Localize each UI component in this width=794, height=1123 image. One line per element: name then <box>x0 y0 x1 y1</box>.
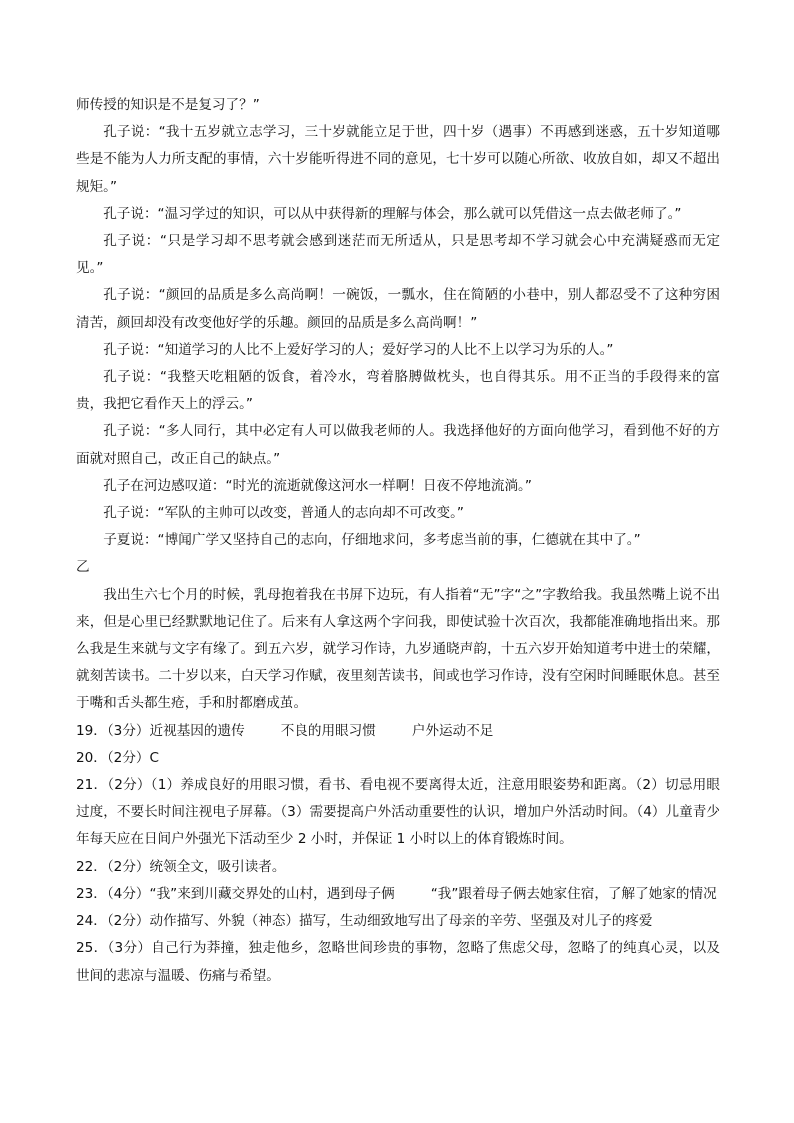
answer-23-prefix: 23．（4分） <box>76 885 150 902</box>
answer-23-part-1: “我”来到川藏交界处的山村，遇到母子俩 <box>149 885 395 902</box>
answer-23 <box>76 881 720 908</box>
paragraph-confucius-8: 孔子在河边感叹道：“时光的流逝就像这河水一样啊！日夜不停地流淌。” <box>103 477 532 494</box>
answer-21: 21．（2分）（1）养成良好的用眼习惯，看书、看电视不要离得太近，注意用眼姿势和距离。（2）切忌用眼过度，不要长时间注视电子屏幕。（3）需要提高户外活动重要性的认识，增加户外活动时间。（4）儿童青少年每天应在日间户外强光下活动至少 2 小时，并保证 1 小时以上的体育锻炼时间。 <box>76 777 720 848</box>
answer-20: 20．（2分）C <box>76 749 160 766</box>
answer-19-prefix: 19．（3分） <box>76 722 150 739</box>
paragraph-confucius-4: 孔子说：“颜回的品质是多么高尚啊！一碗饭，一瓢水，住在简陋的小巷中，别人都忍受不了这种穷困清苦，颜回却没有改变他好学的乐趣。颜回的品质是多么高尚啊！” <box>76 287 720 331</box>
paragraph-zixia: 子夏说：“博闻广学又坚持自己的志向，仔细地求问，多考虑当前的事，仁德就在其中了。” <box>103 532 641 549</box>
answer-19-item-3: 户外运动不足 <box>411 722 494 739</box>
paragraph-continuation: 师传授的知识是不是复习了？” <box>76 97 260 113</box>
paragraph-yi: 我出生六七个月的时候，乳母抱着我在书屏下边玩，有人指着“无”字“之”字教给我。我虽然嘴上说不出来，但是心里已经默默地记住了。后来有人拿这两个字问我，即使试验十次百次，我都能准确地指出来。那么我是生来就与文字有缘了。到五六岁，就学习作诗，九岁通晓声韵，十五六岁开始知道考中进士的荣耀，就刻苦读书。二十岁以来，白天学习作赋，夜里刻苦读书，间或也学习作诗，没有空闲时间睡眠休息。甚至于嘴和舌头都生疮，手和肘都磨成茧。 <box>76 586 720 712</box>
answer-22: 22．（2分）统领全文，吸引读者。 <box>76 858 286 875</box>
document-body <box>76 92 720 990</box>
answer-19-item-2: 不良的用眼习惯 <box>280 722 376 739</box>
answer-23-part-2: “我”跟着母子俩去她家住宿，了解了她家的情况 <box>430 885 717 902</box>
paragraph-confucius-2: 孔子说：“温习学过的知识，可以从中获得新的理解与体会，那么就可以凭借这一点去做老师了。” <box>103 205 682 222</box>
answer-19-item-1: 近视基因的遗传 <box>149 722 245 739</box>
answer-19 <box>76 718 720 745</box>
paragraph-confucius-9: 孔子说：“军队的主帅可以改变，普通人的志向却不可改变。” <box>103 505 464 522</box>
paragraph-confucius-5: 孔子说：“知道学习的人比不上爱好学习的人；爱好学习的人比不上以学习为乐的人。” <box>103 341 614 358</box>
paragraph-confucius-7: 孔子说：“多人同行，其中必定有人可以做我老师的人。我选择他好的方面向他学习，看到他不好的方面就对照自己，改正自己的缺点。” <box>76 423 720 467</box>
paragraph-confucius-1: 孔子说：“我十五岁就立志学习，三十岁就能立足于世，四十岁（遇事）不再感到迷惑，五十岁知道哪些是不能为人力所支配的事情，六十岁能听得进不同的意见，七十岁可以随心所欲、收放自如，却又不超出规矩。” <box>76 124 720 195</box>
paragraph-confucius-3: 孔子说：“只是学习却不思考就会感到迷茫而无所适从，只是思考却不学习就会心中充满疑惑而无定见。” <box>76 233 720 277</box>
section-label-yi: 乙 <box>76 559 90 576</box>
paragraph-confucius-6: 孔子说：“我整天吃粗陋的饭食，着冷水，弯着胳膊做枕头，也自得其乐。用不正当的手段得来的富贵，我把它看作天上的浮云。” <box>76 369 720 413</box>
answer-24: 24．（2分）动作描写、外貌（神态）描写，生动细致地写出了母亲的辛劳、坚强及对儿子的疼爱 <box>76 913 653 930</box>
answer-25: 25．（3分）自己行为莽撞，独走他乡，忽略世间珍贵的事物，忽略了焦虑父母，忽略了的纯真心灵，以及世间的悲凉与温暖、伤痛与希望。 <box>76 940 720 984</box>
